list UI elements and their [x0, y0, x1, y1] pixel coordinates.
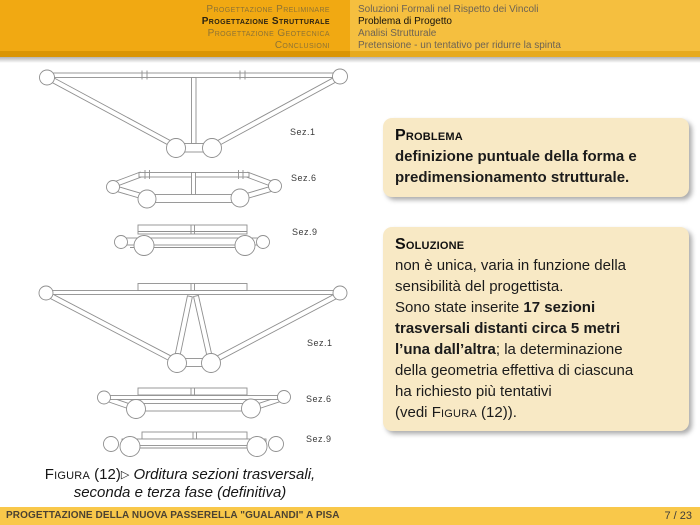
nav-subsection-problema-di-progetto[interactable]: Problema di Progetto: [358, 16, 452, 27]
nav-section-progettazione-geotecnica[interactable]: Progettazione Geotecnica: [207, 28, 330, 39]
nav-subsection-analisi-strutturale[interactable]: Analisi Strutturale: [358, 28, 437, 39]
footer-bar: [0, 507, 700, 525]
nav-section-conclusioni[interactable]: Conclusioni: [274, 40, 330, 51]
problema-block: [383, 118, 689, 197]
section-label: Sez.1: [290, 127, 316, 137]
nav-section-progettazione-strutturale[interactable]: Progettazione Strutturale: [201, 16, 330, 27]
triangle-right-icon: ▷: [120, 469, 130, 481]
drawing-sez9-b: [104, 432, 284, 457]
drawing-sez6-a: [107, 170, 282, 208]
section-label: Sez.6: [306, 394, 332, 404]
soluzione-body: non è unica, varia in funzione della sensibilità del progettista. Sono state inserite 17 sezioni trasversali distanti circa 5 metri l’una dall’altra; la determinazione della geometria effettiva di ciascuna ha richiesto più tentativi (vedi Figura (12)).: [395, 257, 634, 421]
drawing-sez6-b: [98, 388, 291, 419]
soluzione-title: Soluzione: [395, 236, 465, 253]
nav-subsection-soluzioni-formali[interactable]: Soluzioni Formali nel Rispetto dei Vincoli: [358, 4, 539, 15]
section-label: Sez.9: [306, 434, 332, 444]
section-label: Sez.9: [292, 227, 318, 237]
section-label: Sez.1: [307, 338, 333, 348]
figure-caption: Figura (12)▷ Orditura sezioni trasversali, seconda e terza fase (definitiva): [44, 466, 316, 501]
problema-title: Problema: [395, 127, 463, 144]
problema-body: definizione puntuale della forma e predimensionamento strutturale.: [395, 148, 637, 186]
drawing-sez9-a: [115, 225, 270, 256]
section-nav: [0, 4, 330, 52]
footer-title: PROGETTAZIONE DELLA NUOVA PASSERELLA "GUALANDI" A PISA: [6, 510, 340, 521]
drawing-sez1-a: [40, 69, 348, 158]
subsection-nav: [358, 4, 694, 52]
page-indicator: 7 / 23: [664, 510, 692, 522]
figure-drawings: [0, 57, 360, 467]
section-label: Sez.6: [291, 173, 317, 183]
soluzione-block: [383, 227, 689, 431]
nav-section-progettazione-preliminare[interactable]: Progettazione Preliminare: [206, 4, 330, 15]
drawing-sez1-b: [39, 284, 347, 373]
nav-subsection-pretensione[interactable]: Pretensione - un tentativo per ridurre la spinta: [358, 40, 561, 51]
